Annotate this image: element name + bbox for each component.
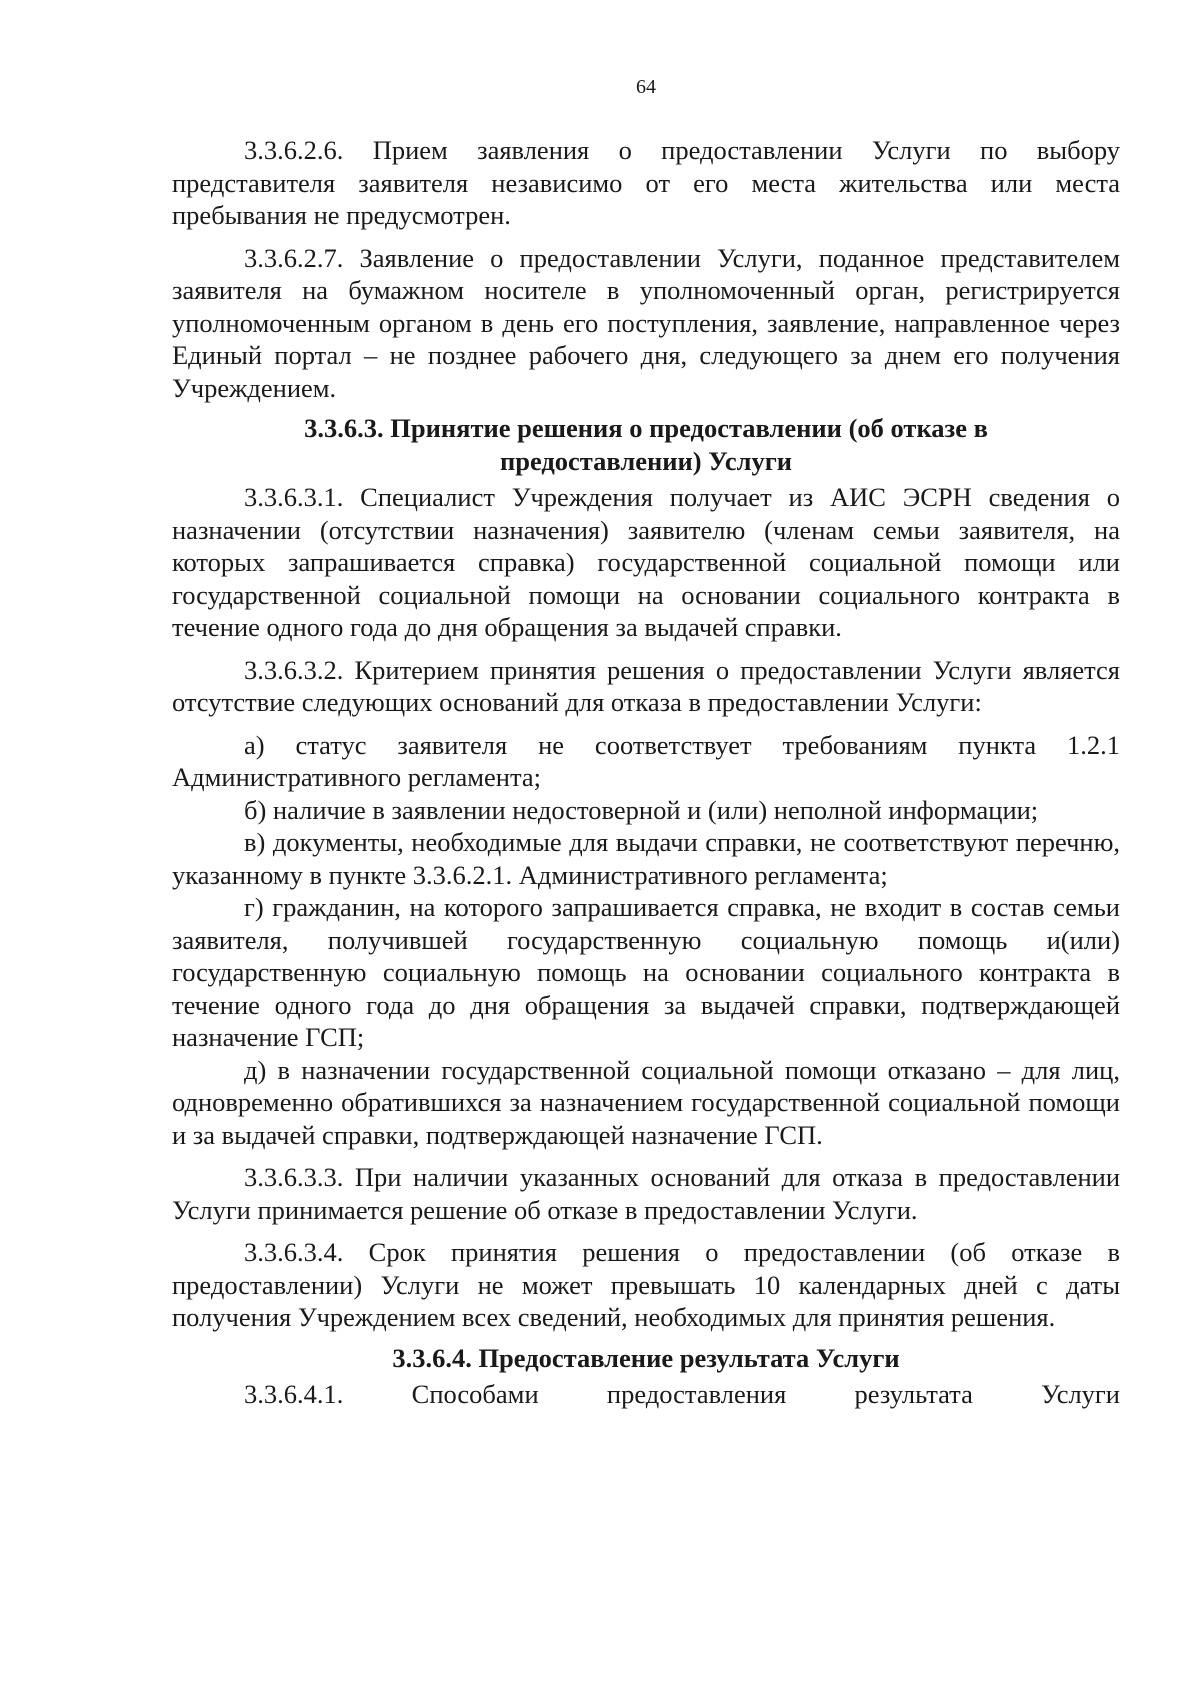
list-item-d: д) в назначении государственной социальной помощи отказано – для лиц, одновременно обратившихся за назначением государственной социальной помощи и за выдачей справки, подтверждающей назначение ГСП. [172,1054,1120,1150]
section-heading-3-3-6-4: 3.3.6.4. Предоставление результата Услуги [392,1342,900,1373]
list-item-g: г) гражданин, на которого запрашивается справка, не входит в состав семьи заявителя, получившей государственную социальную помощь и(или) государственную социальную помощь на основании социального контракта в течение одного года до дня обращения за выдачей справки, подтверждающей назначение ГСП; [172,892,1120,1052]
paragraph-3-3-6-2-6: 3.3.6.2.6. Прием заявления о предоставлении Услуги по выбору представителя заявителя независимо от его места жительства или места пребывания не предусмотрен. [172,135,1120,230]
list-item-b: б) наличие в заявлении недостоверной и (или) неполной информации; [244,794,1039,825]
list-item-a: а) статус заявителя не соответствует требованиям пункта 1.2.1 Административного регламента; [172,729,1120,792]
paragraph-3-3-6-3-1: 3.3.6.3.1. Специалист Учреждения получает из АИС ЭСРН сведения о назначении (отсутствии назначения) заявителю (членам семьи заявителя, на которых запрашивается справка) государственной социальной помощи или государственной социальной помощи на основании социального контракта в течение одного года до дня обращения за выдачей справки. [172,482,1120,642]
page-number: 64 [636,76,656,98]
paragraph-3-3-6-4-1: 3.3.6.4.1. Способами предоставления результата Услуги [244,1379,1120,1409]
paragraph-3-3-6-2-7: 3.3.6.2.7. Заявление о предоставлении Услуги, поданное представителем заявителя на бумажном носителе в уполномоченный орган, регистрируется уполномоченным органом в день его поступления, заявление, направленное через Единый портал – не позднее рабочего дня, следующего за днем его получения Учреждением. [172,242,1120,403]
section-heading-3-3-6-3: 3.3.6.3. Принятие решения о предоставлении (об отказе в предоставлении) Услуги [304,413,988,476]
paragraph-3-3-6-3-2: 3.3.6.3.2. Критерием принятия решения о предоставлении Услуги является отсутствие следующих оснований для отказа в предоставлении Услуги: [172,654,1120,717]
paragraph-3-3-6-3-4: 3.3.6.3.4. Срок принятия решения о предоставлении (об отказе в предоставлении) Услуги не может превышать 10 календарных дней с даты получения Учреждением всех сведений, необходимых для принятия решения. [172,1237,1120,1332]
list-item-v: в) документы, необходимые для выдачи справки, не соответствуют перечню, указанному в пункте 3.3.6.2.1. Административного регламента; [172,827,1120,890]
document-body [172,134,1120,1411]
paragraph-3-3-6-3-3: 3.3.6.3.3. При наличии указанных оснований для отказа в предоставлении Услуги принимается решение об отказе в предоставлении Услуги. [172,1162,1120,1225]
